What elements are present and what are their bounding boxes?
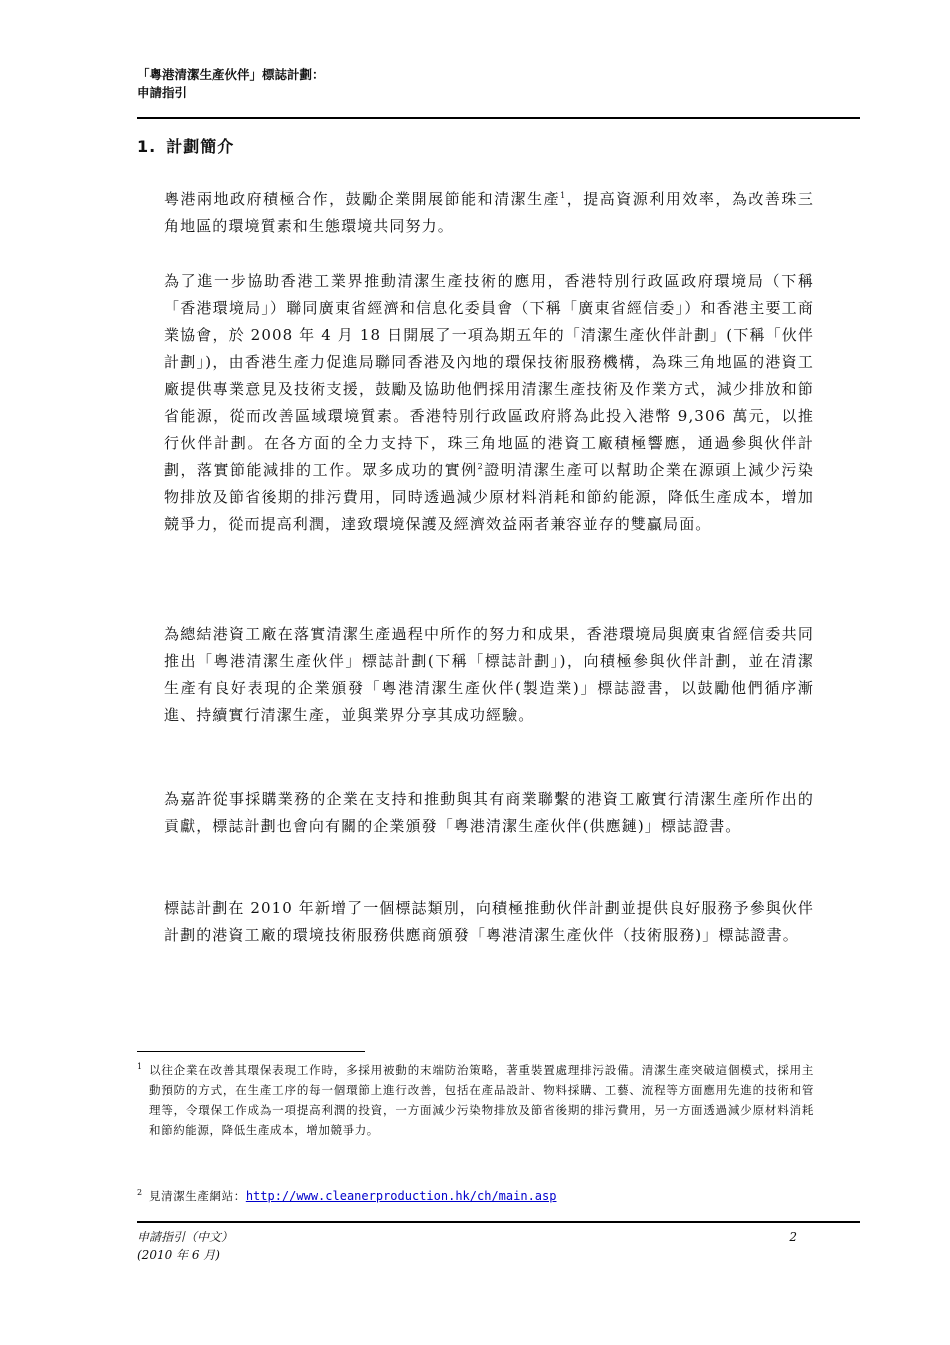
paragraph-2-text-cont: 證明清潔生產可以幫助企業在源頭上減少污染物排放及節省後期的排污費用，同時透過減少原材料消耗和節約能源，降低生產成本，增加競爭力，從而提高利潤，達致環境保護及經濟效益兩者兼容並存的雙贏局面。 — [164, 461, 814, 533]
paragraph-1 — [164, 186, 814, 240]
section-heading — [137, 134, 234, 157]
footnote-2-mark: 2 — [137, 1188, 143, 1197]
paragraph-1-text: 粵港兩地政府積極合作，鼓勵企業開展節能和清潔生產 — [164, 190, 561, 208]
paragraph-1-text-cont: ，提高資源利用效率，為改善珠三角地區的環境質素和生態環境共同努力。 — [164, 190, 814, 235]
header-title: 「粵港清潔生產伙伴」標誌計劃： — [137, 67, 325, 82]
document-header — [137, 66, 860, 102]
page-number: 2 — [789, 1230, 797, 1244]
section-number: 1. — [137, 137, 157, 156]
footnote-ref-1[interactable]: 1 — [560, 191, 567, 200]
section-title: 計劃簡介 — [166, 137, 235, 156]
paragraph-5: 標誌計劃在 2010 年新增了一個標誌類別，向積極推動伙伴計劃並提供良好服務予參與伙伴計劃的港資工廠的環境技術服務供應商頒發「粵港清潔生產伙伴（技術服務)」標誌證書。 — [164, 899, 815, 944]
footnote-2-label: 見清潔生產網站： — [149, 1189, 246, 1203]
footer-divider — [137, 1221, 860, 1223]
footnote-1-mark: 1 — [137, 1062, 143, 1071]
paragraph-3: 為總結港資工廠在落實清潔生產過程中所作的努力和成果，香港環境局與廣東省經信委共同推出「粵港清潔生產伙伴」標誌計劃(下稱「標誌計劃」)，向積極參與伙伴計劃，並在清潔生產有良好表現的企業頒發「粵港清潔生產伙伴(製造業)」標誌證書，以鼓勵他們循序漸進、持續實行清潔生產，並與業界分享其成功經驗。 — [164, 625, 814, 724]
footnote-ref-2[interactable]: 2 — [477, 462, 484, 471]
footer-doc-name: 申請指引（中文） — [137, 1230, 234, 1244]
footer-date: (2010 年 6 月) — [137, 1248, 220, 1262]
paragraph-4: 為嘉許從事採購業務的企業在支持和推動與其有商業聯繫的港資工廠實行清潔生產所作出的貢獻，標誌計劃也會向有關的企業頒發「粵港清潔生產伙伴(供應鏈)」標誌證書。 — [164, 790, 814, 835]
cleaner-production-link[interactable]: http://www.cleanerproduction.hk/ch/main.asp — [245, 1189, 557, 1203]
footnote-1-text: 以往企業在改善其環保表現工作時，多採用被動的末端防治策略，著重裝置處理排污設備。清潔生產突破這個模式，採用主動預防的方式，在生產工序的每一個環節上進行改善，包括在產品設計、物料採購、工藝、流程等方面應用先進的技術和管理等，令環保工作成為一項提高利潤的投資，一方面減少污染物排放及節省後期的排污費用，另一方面透過減少原材料消耗和節約能源，降低生產成本，增加競爭力。 — [149, 1063, 814, 1137]
footnote-2 — [137, 1186, 814, 1206]
header-divider — [137, 117, 860, 119]
paragraph-2-text: 為了進一步協助香港工業界推動清潔生產技術的應用，香港特別行政區政府環境局（下稱「香港環境局」）聯同廣東省經濟和信息化委員會（下稱「廣東省經信委」）和香港主要工商業協會，於 2008 年 4 月 18 日開展了一項為期五年的「清潔生產伙伴計劃」(下稱「伙伴計劃」)，由香港生產力促進局聯同香港及內地的環保技術服務機構，為珠三角地區的港資工廠提供專業意見及技術支援，鼓勵及協助他們採用清潔生產技術及作業方式，減少排放和節省能源，從而改善區域環境質素。香港特別行政區政府將為此投入港幣 9,306 萬元，以推行伙伴計劃。在各方面的全力支持下，珠三角地區的港資工廠積極響應，通過參與伙伴計劃，落實節能減排的工作。眾多成功的實例 — [164, 272, 814, 479]
paragraph-2 — [164, 268, 814, 538]
footnote-1 — [137, 1060, 814, 1140]
footnote-separator — [137, 1051, 365, 1052]
header-subtitle: 申請指引 — [137, 85, 188, 100]
document-footer — [137, 1228, 797, 1264]
